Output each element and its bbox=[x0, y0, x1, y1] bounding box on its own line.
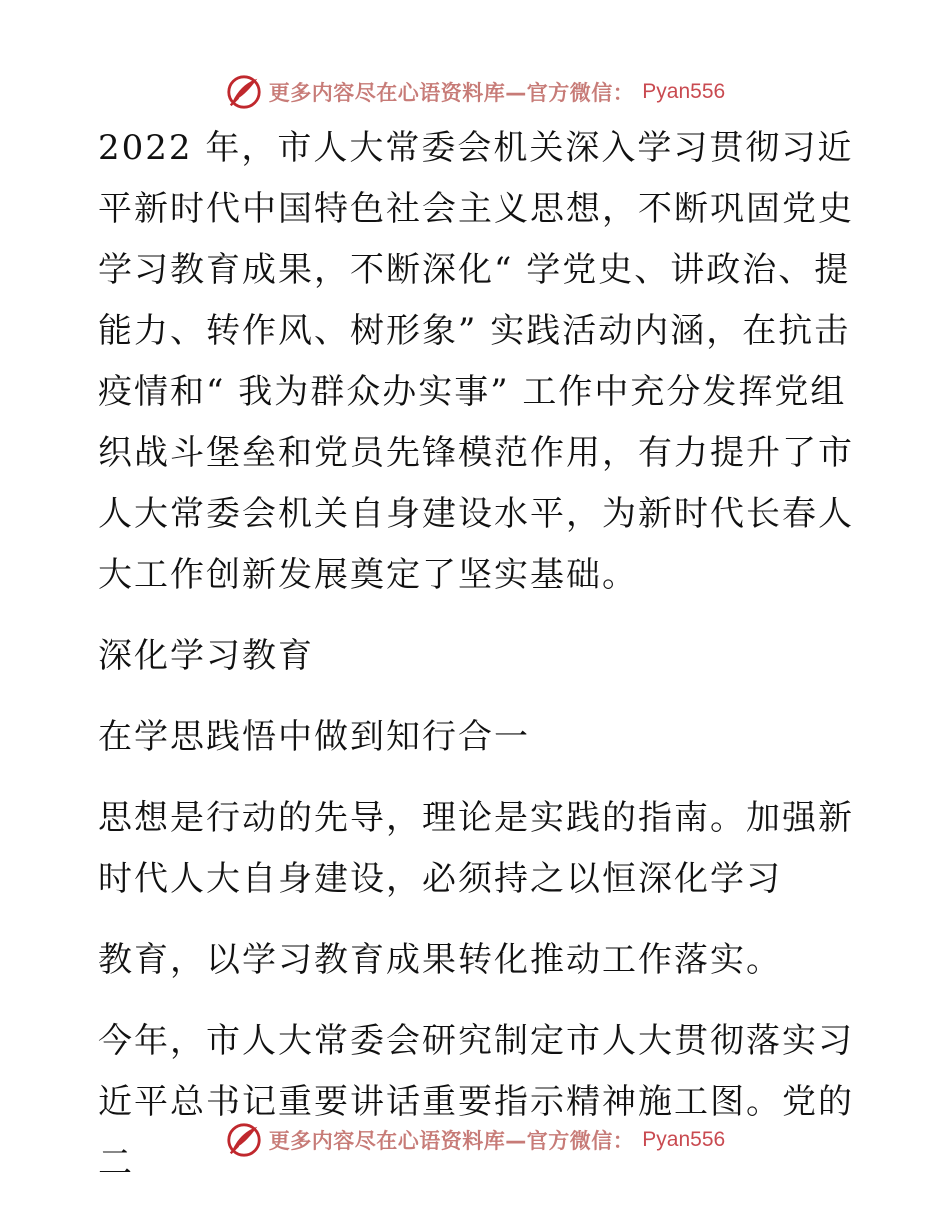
quill-pen-icon bbox=[225, 1121, 263, 1159]
section-subheading: 在学思践悟中做到知行合一 bbox=[98, 717, 530, 757]
paragraph-thought: 思想是行动的先导，理论是实践的指南。加强新时代人大自身建设，必须持之以恒深化学习 bbox=[98, 798, 854, 899]
watermark-footer bbox=[0, 1118, 950, 1162]
watermark-text: 更多内容尽在心语资料库—官方微信： bbox=[268, 1129, 635, 1153]
paragraph-this-year: 今年，市人大常委会研究制定市人大贯彻落实习近平总书记重要讲话重要指示精神施工图。党的二 bbox=[98, 1021, 854, 1183]
watermark-header bbox=[0, 70, 950, 114]
paragraph-education: 教育，以学习教育成果转化推动工作落实。 bbox=[98, 940, 782, 980]
watermark-text: 更多内容尽在心语资料库—官方微信： bbox=[268, 81, 635, 105]
paragraph-intro: 2022 年，市人大常委会机关深入学习贯彻习近平新时代中国特色社会主义思想，不断巩固党史学习教育成果，不断深化“ 学党史、讲政治、提能力、转作风、树形象” 实践活动内涵，在抗击疫情和“ 我为群众办实事” 工作中充分发挥党组织战斗堡垒和党员先锋模范作用，有力提升了市人大常委会机关自身建设水平，为新时代长春人大工作创新发展奠定了坚实基础。 bbox=[98, 128, 854, 595]
section-heading: 深化学习教育 bbox=[98, 636, 314, 676]
watermark-wechat-id: Pyan556 bbox=[642, 80, 726, 103]
watermark-wechat-id: Pyan556 bbox=[642, 1128, 726, 1151]
quill-pen-icon bbox=[225, 73, 263, 111]
document-body bbox=[98, 118, 868, 1214]
